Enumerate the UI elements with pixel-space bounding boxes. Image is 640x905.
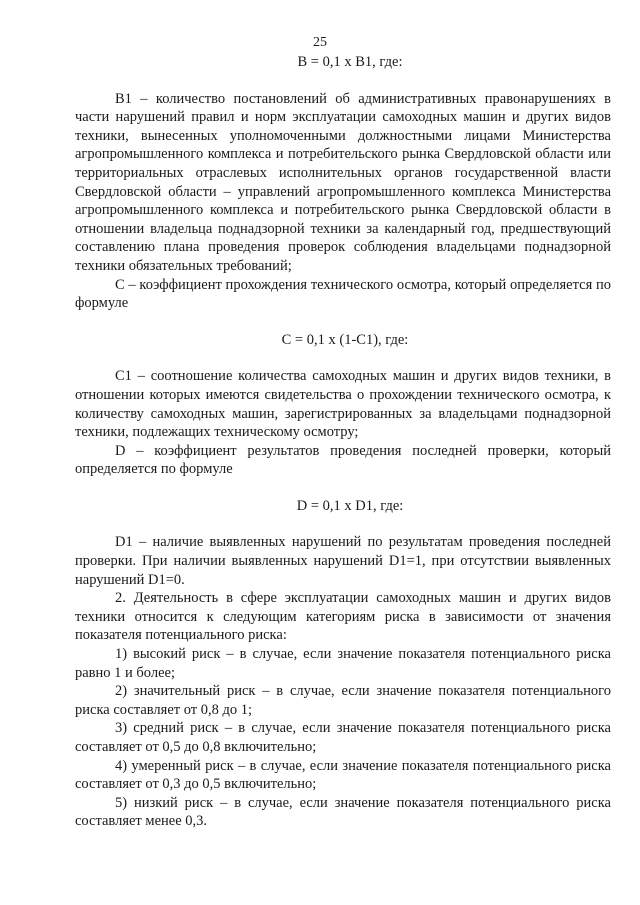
- paragraph-d1-definition: D1 – наличие выявленных нарушений по результатам проведения последней проверки. При наличии выявленных нарушений D1=1, при отсутствии выявленных нарушений D1=0.: [75, 534, 611, 588]
- formula-c: C = 0,1 x (1-C1), где:: [281, 331, 409, 348]
- page-number: 25: [313, 35, 327, 50]
- paragraph-c1-definition: C1 – соотношение количества самоходных машин и других видов техники, в отношении которых имеются свидетельства о прохождении технического осмотра, к количеству самоходных машин, зарегистрированных за владельцами поднадзорной техники, подлежащих техническому осмотру;: [75, 368, 611, 441]
- paragraph-c-definition: C – коэффициент прохождения технического осмотра, который определяется по формуле: [75, 276, 611, 312]
- document-body: [75, 53, 611, 831]
- risk-item-moderate: 4) умеренный риск – в случае, если значение показателя потенциального риска составляет от 0,3 до 0,5 включительно;: [75, 757, 611, 793]
- paragraph-item-2: 2. Деятельность в сфере эксплуатации самоходных машин и других видов техники относится к следующим категориям риска в зависимости от значения показателя потенциального риска:: [75, 590, 611, 644]
- paragraph-d-definition: D – коэффициент результатов проведения последней проверки, который определяется по формуле: [75, 442, 611, 478]
- paragraph-b1-definition: B1 – количество постановлений об административных правонарушениях в части нарушений правил и норм эксплуатации самоходных машин и других видов техники, вынесенных уполномоченными должностными лицами Министерства агропромышленного комплекса и потребительского рынка Свердловской области или территориальных отраслевых исполнительных органов государственной власти Свердловской области – управлений агропромышленного комплекса Министерства агропромышленного комплекса и потребительского рынка Свердловской области в отношении владельца поднадзорной техники за календарный год, предшествующий составлению плана проведения проверок соблюдения владельцами поднадзорной техники обязательных требований;: [75, 90, 611, 274]
- risk-item-medium: 3) средний риск – в случае, если значение показателя потенциального риска составляет от 0,5 до 0,8 включительно;: [75, 720, 611, 755]
- risk-item-low: 5) низкий риск – в случае, если значение показателя потенциального риска составляет менее 0,3.: [75, 794, 611, 830]
- formula-d: D = 0,1 x D1, где:: [296, 497, 404, 514]
- risk-item-high: 1) высокий риск – в случае, если значение показателя потенциального риска равно 1 и более;: [75, 646, 611, 681]
- formula-b: B = 0,1 x B1, где:: [297, 54, 403, 70]
- risk-item-significant: 2) значительный риск – в случае, если значение показателя потенциального риска составляет от 0,8 до 1;: [75, 683, 611, 718]
